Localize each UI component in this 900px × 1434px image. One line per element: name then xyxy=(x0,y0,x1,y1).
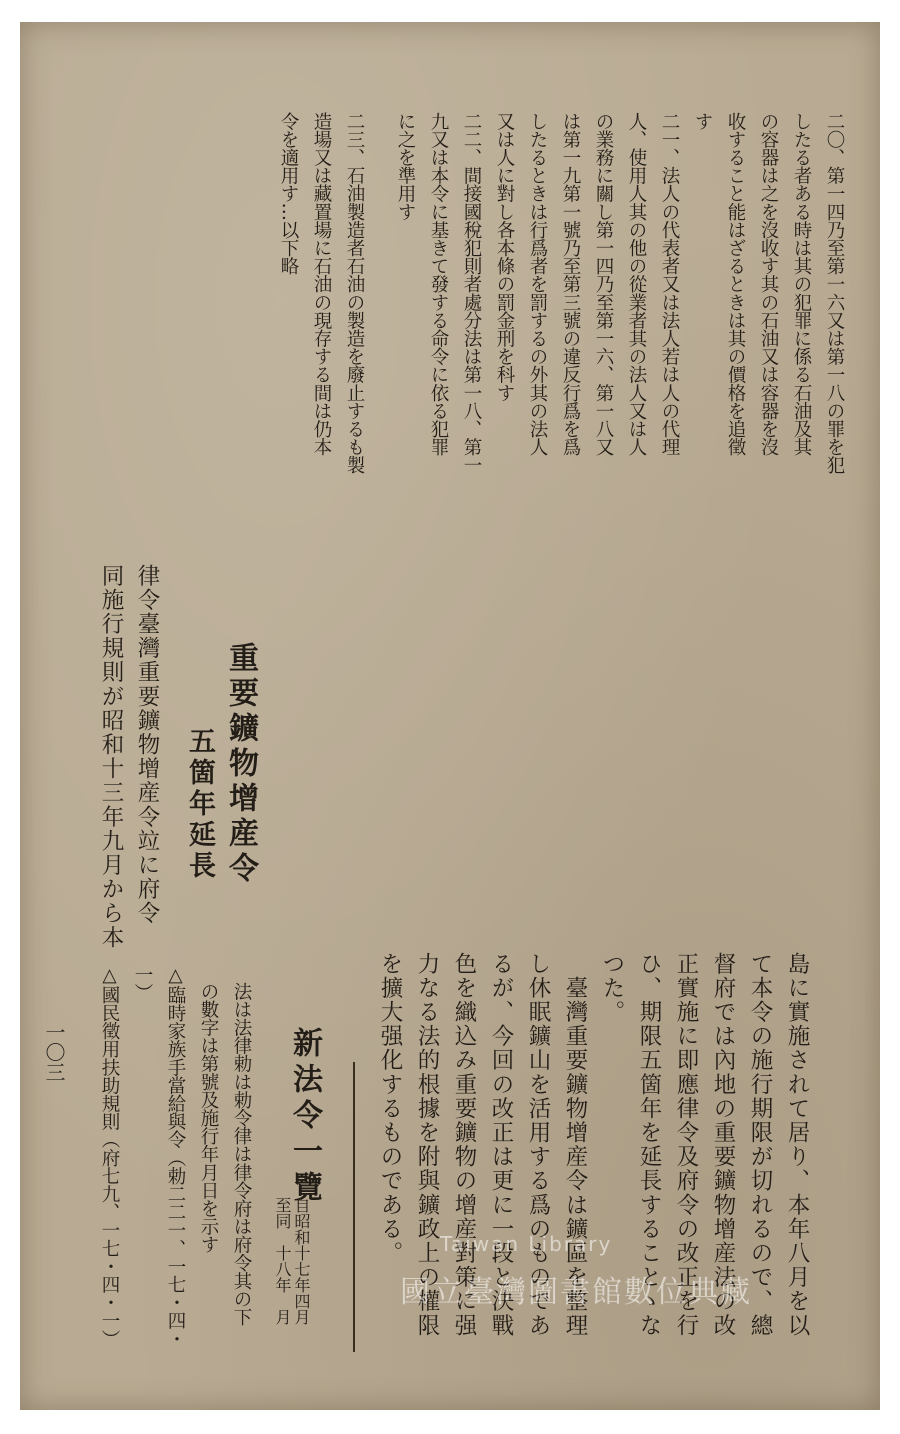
text-line: したる者ある時は其の犯罪に係る石油及其 xyxy=(791,112,812,456)
text-line: 令を適用す…以下略 xyxy=(278,112,299,275)
section-divider xyxy=(353,1062,355,1352)
text-line: 二一、法人の代表者又は法人若は人の代理 xyxy=(659,112,680,456)
article-line: 同施行規則が昭和十三年九月から本 xyxy=(98,564,124,950)
legend-line: 法は法律勅は勅令律は律令府は府令其の下 xyxy=(231,982,252,1326)
article-line: ひ、期限五箇年を延長することゝな xyxy=(636,952,662,1338)
article-line: 島に實施されて居り、本年八月を以 xyxy=(784,952,810,1338)
text-line: したるときは行爲者を罰するの外其の法人 xyxy=(527,112,548,456)
watermark-latin: Taiwan Library xyxy=(440,1232,613,1256)
new-laws-date: 自昭和十七年四月 xyxy=(292,1197,311,1325)
article-line: 律令臺灣重要鑛物增産令竝に府令 xyxy=(134,564,160,926)
text-line: の容器は之を沒收す其の石油又は容器を沒 xyxy=(758,112,779,456)
law-entry: △國民徵用扶助規則（府七九、一七・四・一） xyxy=(99,965,120,1348)
law-entry: 一） xyxy=(132,965,153,1002)
text-line: す xyxy=(692,112,713,131)
text-line: 二三、石油製造者石油の製造を廢止するも製 xyxy=(344,112,365,475)
new-laws-date: 至同 十八年 月 xyxy=(273,1197,292,1325)
article-line: 色を織込み重要鑛物の增産對策に强 xyxy=(451,952,477,1338)
article-line: るが、今回の改正は更に一段と決戰 xyxy=(488,952,514,1338)
article-line: を擴大强化するものである。 xyxy=(377,952,403,1266)
article-line: 臺灣重要鑛物增産令は鑛區を整理 xyxy=(562,952,588,1338)
article-line: 督府では內地の重要鑛物增産法の改 xyxy=(710,952,736,1338)
text-line: 九又は本令に基きて發する命令に依る犯罪 xyxy=(428,112,449,456)
text-line: 造場又は藏置場に石油の現存する間は仍本 xyxy=(311,112,332,456)
text-line: に之を準用す xyxy=(395,112,416,221)
article-line: 正實施に即應律令及府令の改正を行 xyxy=(673,952,699,1338)
article-line: て本令の施行期限が切れるので、總 xyxy=(747,952,773,1338)
watermark-cjk: 國立臺灣圖書館數位典藏 xyxy=(400,1275,752,1310)
page-number: 一〇三 xyxy=(42,1022,66,1082)
legend-line: の數字は第號及施行年月日を示す xyxy=(198,982,219,1254)
text-line: は第一九第一號乃至第三號の違反行爲を爲 xyxy=(560,112,581,456)
article-headline: 重要鑛物增産令 xyxy=(223,642,258,887)
text-line: 收すること能はざるときは其の價格を追徵 xyxy=(725,112,746,456)
article-subheadline: 五箇年延長 xyxy=(184,727,215,882)
article-line: つた。 xyxy=(599,952,625,1025)
text-line: 二二、間接國稅犯則者處分法は第一八、第一 xyxy=(461,112,482,475)
text-line: 又は人に對し各本條の罰金刑を科す xyxy=(494,112,515,402)
article-line: 力なる法的根據を附與鑛政上の權限 xyxy=(414,952,440,1338)
new-laws-title: 新法令一覽 xyxy=(287,1027,322,1207)
law-entry: △臨時家族手當給與令（勅二二一、一七・四・ xyxy=(165,965,186,1348)
scanned-page xyxy=(20,22,880,1410)
text-line: の業務に關し第一四乃至第一六、第一八又 xyxy=(593,112,614,456)
text-line: 二〇、第一四乃至第一六又は第一八の罪を犯 xyxy=(824,112,845,475)
text-line: 人、使用人其の他の從業者其の法人又は人 xyxy=(626,112,647,456)
article-line: し休眠鑛山を活用する爲のものであ xyxy=(525,952,551,1338)
